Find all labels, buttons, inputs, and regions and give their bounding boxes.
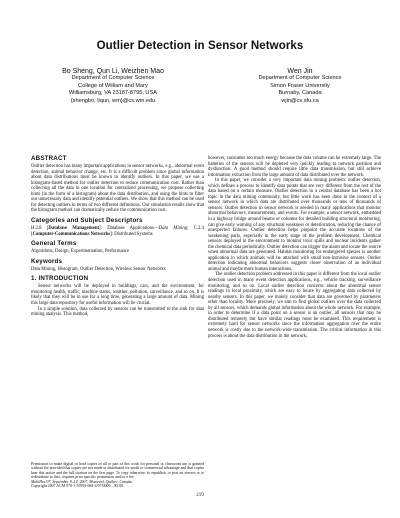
general-terms-heading: General Terms [31, 240, 77, 248]
categories-heading: Categories and Subject Descriptors [31, 216, 143, 224]
categories-text [31, 226, 204, 237]
intro-paragraph: Sensor networks will be deployed in buildings, cars, and the environment, for monitoring health, traffic, machine status, weather, pollution, surveillance, and so on. It is likely that they will be in use for a long time, generating a large amount of data. Mining this large data repository for useful information will be crucial. [31, 284, 204, 306]
body-paragraph: however, consumes too much energy because the data volume can be extremely large. The batteries of the sensors will be depleted very quickly leading to network partition and dysfunction. A good method should require little data transmission, but still achieve information extraction from the large amount of data distributed over the network. [208, 156, 381, 178]
author-school: Simon Fraser University [270, 82, 330, 89]
body-paragraph: The outlier detection problem addressed in this paper is different from the local outlier detection used in many event detection applications, e.g., vehicle tracking, surveillance monitoring, and so on. Local outlier detection concerns about the abnormal sensor readings in local proximity, which are easy to locate by aggregating data collected by nearby sensors. In this paper, we mainly consider that data are governed by parameters other than locality. More precisely, we aim to find global outliers over the data collected by all sensors, which demands global information about the whole network. For example, in order to determine if a data point on a sensor is an outlier, all sensors that may be distributed remotely but have similar readings must be examined. This requirement is extremely hard for sensor networks since the information aggregation over the entire network is costly due to the network-wide transmission. The critical information in this process is about the data distribution in the network, [208, 272, 381, 339]
author-address: Williamsburg, VA 23187-8795, USA [69, 90, 157, 97]
categories-part: H.2.8 [ [31, 226, 49, 232]
author-school: College of William and Mary [78, 82, 148, 89]
author-email: {shengbo, liqun, wm}@cs.wm.edu [70, 97, 156, 104]
introduction-heading: 1. INTRODUCTION [31, 275, 89, 283]
author-email: wjin@cs.sfu.ca [281, 97, 319, 104]
venue-line: MobiHoc'07, September 9–14, 2007, Montréal, Québec, Canada. [31, 479, 133, 484]
copyright-footnote [31, 462, 204, 489]
categories-part: Database Management [48, 226, 100, 232]
abstract-text: Outlier detection has many important applications in sensor networks, e.g., abnormal event detection, animal behavior change, etc. It is a difficult problem since global information about data distributions must be known to identify outliers. In this paper, we use a histogram-based method for outlier detection to reduce communication cost. Rather than collecting all the data in one location for centralized processing, we propose collecting hints (in the form of a histogram) about the data distribution, and using the hints to filter out unnecessary data and identify potential outliers. We show that this method can be used for detecting outliers in terms of two different definitions. Our simulation results show that the histogram method can dramatically reduce the communication cost. [31, 164, 204, 214]
author-block-right [205, 68, 395, 105]
author-block-left [18, 68, 208, 105]
left-column [31, 156, 204, 318]
right-column [208, 156, 381, 339]
author-department: Department of Computer Science [258, 75, 342, 82]
keywords-heading: Keywords [31, 257, 63, 265]
author-names: Bo Sheng, Qun Li, Weizhen Mao [62, 68, 164, 75]
categories-part: ]: Distributed Systems [110, 231, 153, 237]
author-names: Wen Jin [287, 68, 313, 75]
categories-part: ]: Database Applications— [99, 226, 159, 232]
author-address: Burnaby, Canada [278, 90, 322, 97]
body-paragraph: In this paper, we consider a very important data mining problem: outlier detection, which defines a process to identify data points that are very different from the rest of the data based on a certain measure. Outlier detection in a central database has been a hot topic in the data mining community, but little work has been done in the context of a sensor network in which data are distributed over thousands or tens of thousands of sensors. Outlier detection in sensor network is needed in many applications that monitor abnormal behaviors, measurements, and events. For example, a sensor network, embedded in a highway bridge around beams or columns for detailed building structural monitoring, can give early warning of any structural weakness or deterioration, reducing the chance of unexpected failures. Outlier detection helps pinpoint the accurate locations of the weakening parts, especially in the early stage of the problem development. Chemical sensors deployed in the environment to monitor toxic spills and nuclear incidents gather the chemical data periodically. Outlier detection can trigger the alarm and locate the source when abnormal data are generated. Habitat monitoring for endangered species is another application in which animals will be attached with small non-intrusive sensors. Outlier detection indicating abnormal behaviors suggests closer observation of an individual animal and maybe more human interactions. [208, 178, 381, 272]
permission-notice: Permission to make digital or hard copies of all or part of this work for personal or classroom use is granted without fee provided that copies are not made or distributed for profit or commercial advantage and that copies bear this notice and the full citation on the first page. To copy otherwise, to republish, to post on servers or to redistribute to lists, requires prior specific permission and/or a fee. [31, 462, 204, 480]
abstract-heading: ABSTRACT [31, 155, 67, 162]
intro-paragraph: In a simple solution, data collected by sensors can be transmitted to the sink for data mining analysis. This method, [31, 306, 204, 318]
general-terms-text: Algorithms, Design, Experimentation, Performance [31, 249, 130, 255]
categories-part: Data Mining [158, 226, 188, 232]
categories-part: Computer-Communications Networks [32, 231, 111, 237]
page-number: 219 [196, 493, 204, 498]
copyright-line: Copyright 2007 ACM 978-1-59593-684-4/07/0009 ...$5.00. [31, 484, 125, 489]
paper-title: Outlier Detection in Sensor Networks [96, 40, 304, 52]
author-department: Department of Computer Science [71, 75, 155, 82]
keywords-text: Data Mining, Histogram, Outlier Detection, Wireless Sensor Networks [31, 266, 166, 272]
categories-part: ; C.2.4 [ [31, 226, 204, 237]
